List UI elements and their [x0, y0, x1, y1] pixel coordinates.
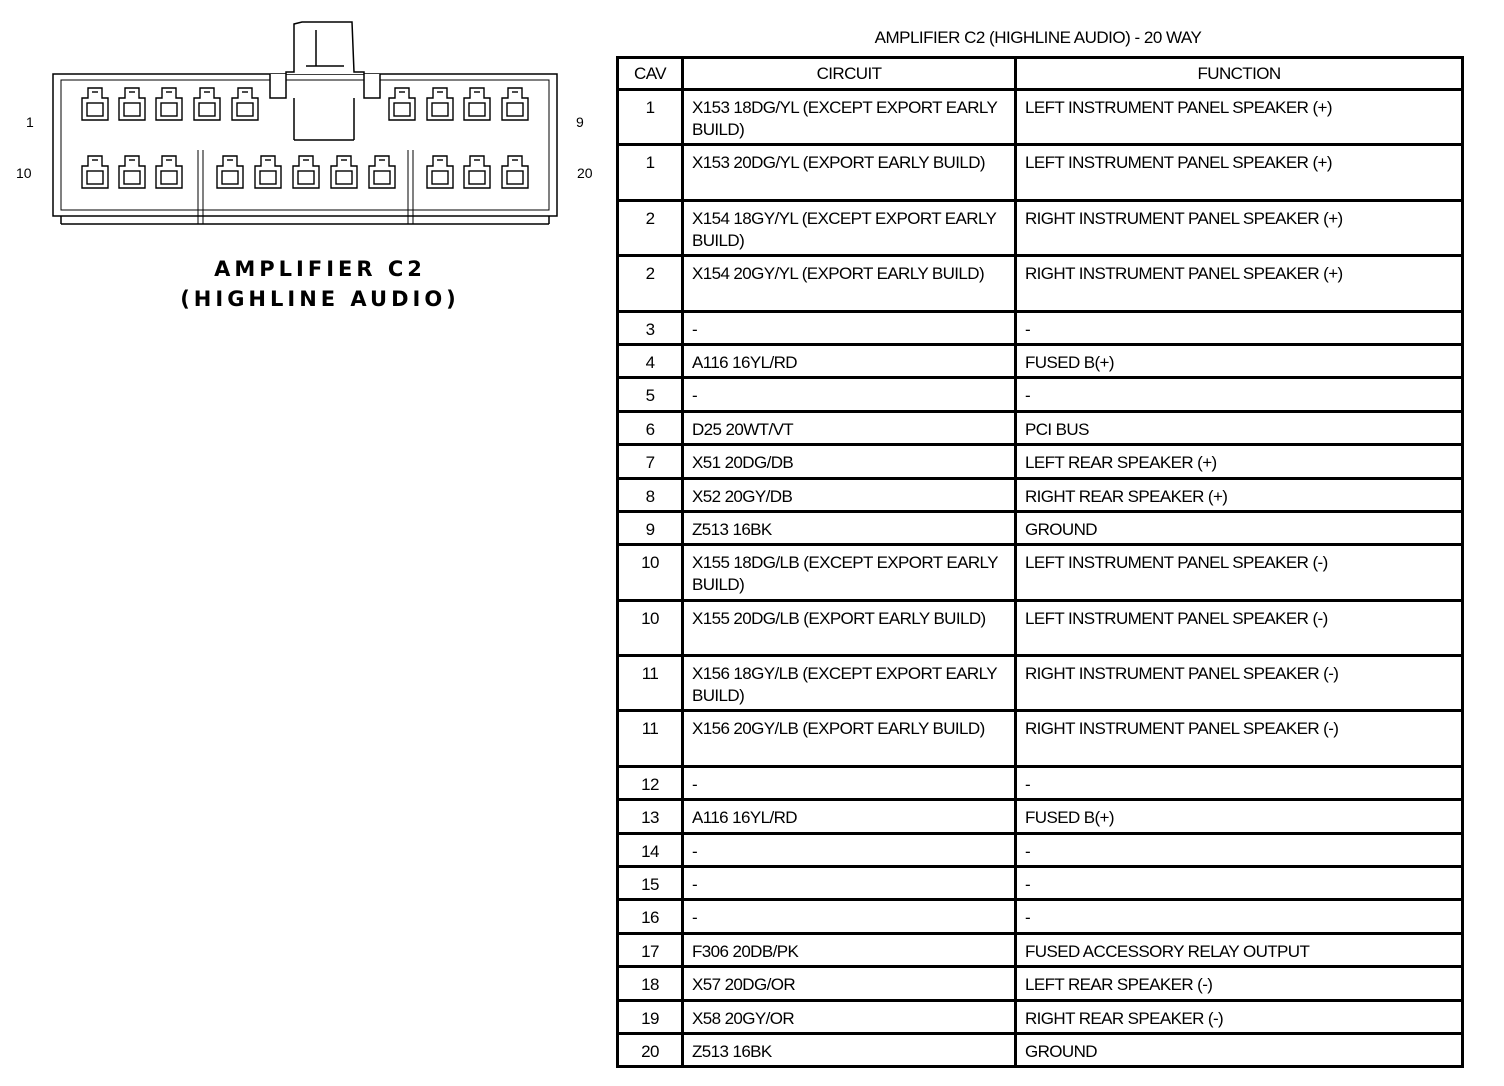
cav-cell: 2 — [618, 256, 683, 311]
circuit-cell: - — [683, 766, 1016, 799]
terminal-cavity — [255, 156, 281, 188]
terminal-cavity — [502, 156, 528, 188]
terminal-cavity — [194, 88, 220, 120]
terminal-cavity — [389, 88, 415, 120]
circuit-cell: X52 20GY/DB — [683, 478, 1016, 511]
function-cell: FUSED ACCESSORY RELAY OUTPUT — [1016, 933, 1463, 966]
function-cell: RIGHT REAR SPEAKER (-) — [1016, 1000, 1463, 1033]
cav-cell: 8 — [618, 478, 683, 511]
function-cell: LEFT INSTRUMENT PANEL SPEAKER (-) — [1016, 545, 1463, 600]
terminal-cavity — [331, 156, 357, 188]
table-row — [618, 344, 1463, 377]
table-row — [618, 256, 1463, 311]
cav-cell: 7 — [618, 445, 683, 478]
terminal-cavity — [502, 88, 528, 120]
table-row — [618, 511, 1463, 544]
table-row — [618, 90, 1463, 145]
pin-label-10: 10 — [16, 165, 32, 181]
circuit-cell: X154 18GY/YL (EXCEPT EXPORT EARLY BUILD) — [683, 200, 1016, 255]
terminal-cavity — [119, 88, 145, 120]
function-cell: - — [1016, 867, 1463, 900]
table-row — [618, 833, 1463, 866]
circuit-cell: - — [683, 833, 1016, 866]
table-title: AMPLIFIER C2 (HIGHLINE AUDIO) - 20 WAY — [874, 28, 1202, 47]
function-cell: FUSED B(+) — [1016, 800, 1463, 833]
circuit-cell: D25 20WT/VT — [683, 411, 1016, 444]
table-row — [618, 766, 1463, 799]
header-function: FUNCTION — [1016, 58, 1463, 90]
function-cell: LEFT INSTRUMENT PANEL SPEAKER (+) — [1016, 90, 1463, 145]
table-row — [618, 411, 1463, 444]
table-row — [618, 800, 1463, 833]
table-row — [618, 545, 1463, 600]
cav-cell: 20 — [618, 1033, 683, 1066]
function-cell: LEFT INSTRUMENT PANEL SPEAKER (+) — [1016, 145, 1463, 200]
table-row — [618, 445, 1463, 478]
circuit-cell: X57 20DG/OR — [683, 967, 1016, 1000]
cav-cell: 19 — [618, 1000, 683, 1033]
table-row — [618, 145, 1463, 200]
terminal-cavity — [464, 156, 490, 188]
connector-face-drawing — [0, 0, 600, 240]
cav-cell: 10 — [618, 600, 683, 655]
header-circuit: CIRCUIT — [683, 58, 1016, 90]
table-row — [618, 933, 1463, 966]
function-cell: RIGHT INSTRUMENT PANEL SPEAKER (+) — [1016, 200, 1463, 255]
cav-cell: 3 — [618, 311, 683, 344]
function-cell: LEFT INSTRUMENT PANEL SPEAKER (-) — [1016, 600, 1463, 655]
connector-title-line2: (HIGHLINE AUDIO) — [180, 287, 460, 311]
terminal-cavity — [464, 88, 490, 120]
circuit-cell: X156 18GY/LB (EXCEPT EXPORT EARLY BUILD) — [683, 656, 1016, 711]
circuit-cell: F306 20DB/PK — [683, 933, 1016, 966]
function-cell: PCI BUS — [1016, 411, 1463, 444]
connector-housing — [53, 74, 557, 216]
cav-cell: 15 — [618, 867, 683, 900]
cav-cell: 9 — [618, 511, 683, 544]
circuit-cell: Z513 16BK — [683, 511, 1016, 544]
pinout-table — [616, 56, 1464, 1068]
circuit-cell: Z513 16BK — [683, 1033, 1016, 1066]
terminal-cavity — [82, 156, 108, 188]
table-row — [618, 478, 1463, 511]
terminal-cavity — [293, 156, 319, 188]
function-cell: GROUND — [1016, 511, 1463, 544]
connector-title-line1: AMPLIFIER C2 — [214, 257, 426, 281]
circuit-cell: - — [683, 867, 1016, 900]
function-cell: FUSED B(+) — [1016, 344, 1463, 377]
function-cell: LEFT REAR SPEAKER (-) — [1016, 967, 1463, 1000]
table-row — [618, 967, 1463, 1000]
terminal-cavity — [82, 88, 108, 120]
circuit-cell: X58 20GY/OR — [683, 1000, 1016, 1033]
table-row — [618, 1000, 1463, 1033]
function-cell: LEFT REAR SPEAKER (+) — [1016, 445, 1463, 478]
cav-cell: 13 — [618, 800, 683, 833]
cav-cell: 1 — [618, 145, 683, 200]
terminal-cavity — [427, 156, 453, 188]
circuit-cell: X51 20DG/DB — [683, 445, 1016, 478]
terminal-cavity — [427, 88, 453, 120]
circuit-cell: X156 20GY/LB (EXPORT EARLY BUILD) — [683, 711, 1016, 766]
latch-tab — [270, 22, 380, 98]
table-row — [618, 600, 1463, 655]
circuit-cell: - — [683, 311, 1016, 344]
circuit-cell: X153 18DG/YL (EXCEPT EXPORT EARLY BUILD) — [683, 90, 1016, 145]
function-cell: RIGHT INSTRUMENT PANEL SPEAKER (+) — [1016, 256, 1463, 311]
cav-cell: 10 — [618, 545, 683, 600]
function-cell: - — [1016, 766, 1463, 799]
function-cell: - — [1016, 378, 1463, 411]
pin-label-9: 9 — [576, 114, 584, 130]
cav-cell: 1 — [618, 90, 683, 145]
cav-cell: 18 — [618, 967, 683, 1000]
header-cav: CAV — [618, 58, 683, 90]
table-row — [618, 900, 1463, 933]
circuit-cell: X155 20DG/LB (EXPORT EARLY BUILD) — [683, 600, 1016, 655]
cav-cell: 2 — [618, 200, 683, 255]
function-cell: RIGHT INSTRUMENT PANEL SPEAKER (-) — [1016, 711, 1463, 766]
terminal-cavity — [119, 156, 145, 188]
cav-cell: 11 — [618, 711, 683, 766]
cav-cell: 17 — [618, 933, 683, 966]
cav-cell: 14 — [618, 833, 683, 866]
terminal-cavity — [232, 88, 258, 120]
function-cell: - — [1016, 833, 1463, 866]
function-cell: RIGHT INSTRUMENT PANEL SPEAKER (-) — [1016, 656, 1463, 711]
cav-cell: 12 — [618, 766, 683, 799]
table-row — [618, 378, 1463, 411]
cav-cell: 11 — [618, 656, 683, 711]
table-row — [618, 867, 1463, 900]
circuit-cell: - — [683, 900, 1016, 933]
cav-cell: 6 — [618, 411, 683, 444]
terminal-cavity — [217, 156, 243, 188]
pin-label-20: 20 — [577, 165, 593, 181]
circuit-cell: - — [683, 378, 1016, 411]
function-cell: GROUND — [1016, 1033, 1463, 1066]
terminal-cavity — [156, 156, 182, 188]
circuit-cell: A116 16YL/RD — [683, 344, 1016, 377]
function-cell: - — [1016, 311, 1463, 344]
cav-cell: 5 — [618, 378, 683, 411]
circuit-cell: A116 16YL/RD — [683, 800, 1016, 833]
cav-cell: 16 — [618, 900, 683, 933]
circuit-cell: X154 20GY/YL (EXPORT EARLY BUILD) — [683, 256, 1016, 311]
table-row — [618, 1033, 1463, 1066]
table-row — [618, 656, 1463, 711]
table-row — [618, 200, 1463, 255]
pin-label-1: 1 — [26, 114, 34, 130]
table-row — [618, 711, 1463, 766]
terminal-cavity — [156, 88, 182, 120]
circuit-cell: X153 20DG/YL (EXPORT EARLY BUILD) — [683, 145, 1016, 200]
table-row — [618, 311, 1463, 344]
connector-title — [150, 254, 490, 314]
cav-cell: 4 — [618, 344, 683, 377]
function-cell: RIGHT REAR SPEAKER (+) — [1016, 478, 1463, 511]
circuit-cell: X155 18DG/LB (EXCEPT EXPORT EARLY BUILD) — [683, 545, 1016, 600]
function-cell: - — [1016, 900, 1463, 933]
terminal-cavity — [369, 156, 395, 188]
table-header-row — [618, 58, 1463, 90]
